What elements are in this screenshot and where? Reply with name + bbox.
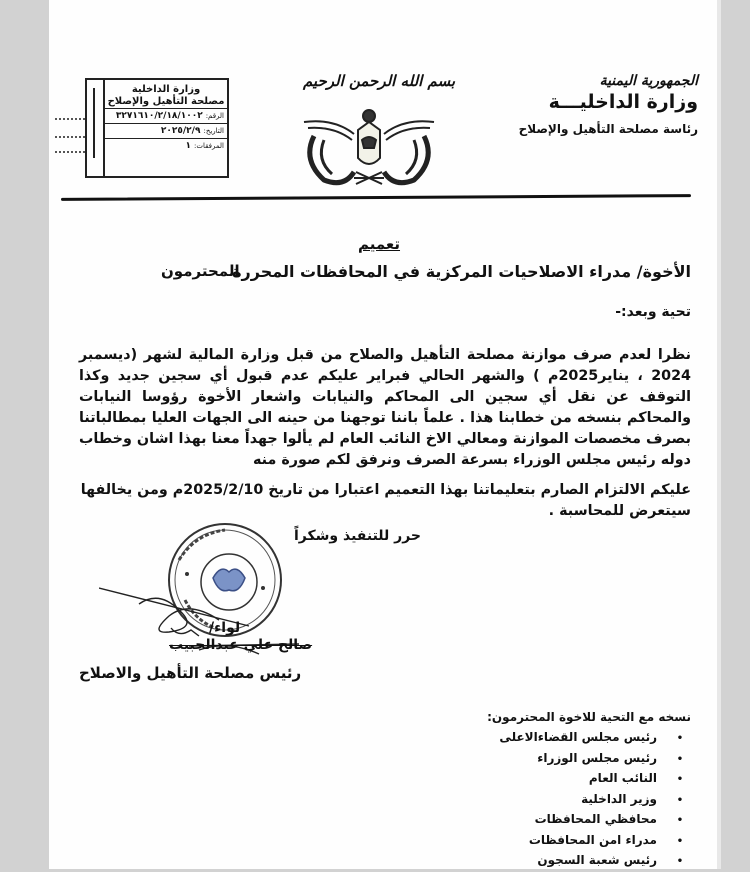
document-page [49,0,721,869]
copies-list [499,728,691,872]
body-paragraph-1: نظرا لعدم صرف موازنة مصلحة التأهيل والصلاح من قبل وزارة المالية لشهر (ديسمبر 2024 ، يناير2025م ) والشهر الحالي فبراير عليكم عدم قبول أي سجين جديد وكذا التوقف عن نقل أي سجين الى المحاكم والنيابات واشعار الأخوة رؤوسا النيابات والمحاكم بنسخه من خطابنا هذا . علماً باننا توجهنا من حينه الى الجهات العليا بمطالباتنا بصرف مخصصات الموازنة ومعالي الاخ النائب العام لم يألوا جهداً معنا بهذا اشان وخطاب دوله رئيس مجلس الوزراء بسرعة الصرف ونرفق لكم صورة منه [79,347,691,468]
letterhead-republic: الجمهورية اليمنية [599,73,698,89]
reference-org-line1: وزارة الداخلية [131,84,201,95]
letterhead-authority: رئاسة مصلحة التأهيل والإصلاح [518,122,698,136]
respected-label: المحترمون [161,262,240,280]
list-item: • رئيس مجلس القضاءالاعلى [499,728,691,749]
dotted-guide [55,118,85,120]
closing-line: حرر للتنفيذ وشكراً [294,528,422,544]
list-item: • محافظي المحافظات [499,810,691,831]
document-title: تعميم [357,235,401,253]
basmala: بسم الله الرحمن الرحيم [302,72,456,90]
dotted-guide [55,136,85,138]
list-item: • مدراء امن المحافظات [499,831,691,852]
reference-org [105,80,227,108]
list-item: • رئيس شعبة السجون [499,851,691,872]
reference-box [85,78,229,178]
signatory-rank: لواء/ [209,620,241,636]
reference-number-label: الرقم: [205,112,224,120]
reference-date-label: التاريخ: [203,127,224,135]
page-edge [717,0,721,869]
reference-attachments-value: ١ [185,141,192,151]
list-item: • النائب العام [499,769,691,790]
list-item: • وزير الداخلية [499,790,691,811]
reference-box-margin [87,80,105,176]
addressee: الأخوة/ مدراء الاصلاحيات المركزية في المحافظات المحررة [232,262,691,281]
signatory-name: صالح علي عبدالحبيب [169,637,313,653]
reference-number-value: ٣٢٧١٦١٠/٢/١٨/١٠٠٢ [115,111,203,121]
body-paragraph-2: عليكم الالتزام الصارم بتعليماتنا بهذا التعميم اعتبارا من تاريخ 2025/2/10م ومن يخالفها سيتعرض للمحاسبة . [80,482,691,519]
reference-date-value: ٢٠٢٥/٢/٩ [160,126,201,136]
letterhead-right [488,72,698,138]
dotted-guide [55,151,85,153]
list-item: • رئيس مجلس الوزراء [499,749,691,770]
greeting: تحية وبعد:- [615,304,691,320]
reference-attachments-label: المرفقات: [194,142,224,150]
letterhead-ministry: وزارة الداخليـــة [548,91,698,113]
signatory-role: رئيس مصلحة التأهيل والاصلاح [79,664,302,682]
reference-date-row [105,123,227,138]
copies-heading: نسخه مع التحية للاخوة المحترمون: [487,710,691,724]
reference-org-line2: مصلحة التأهيل والإصلاح [107,96,225,107]
header-divider [61,194,691,201]
eagle-emblem-icon [294,100,444,190]
reference-attachments-row [105,138,227,153]
reference-number-row [105,108,227,123]
